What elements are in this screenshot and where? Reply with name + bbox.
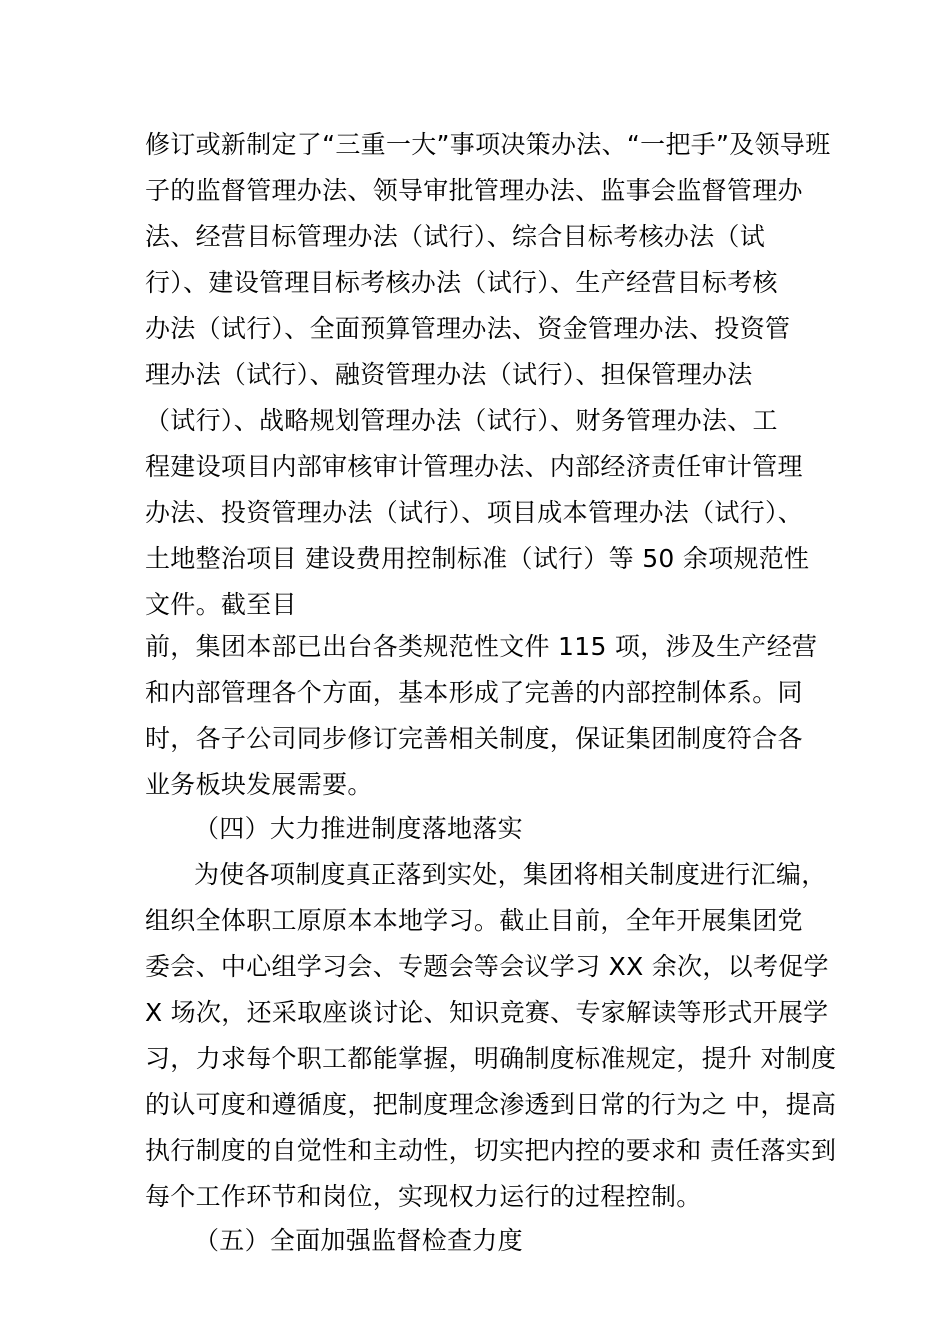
paragraph-line: 组织全体职工原原本本地学习。截止目前，全年开展集团党: [145, 906, 803, 935]
paragraph-line: 文件。截至目: [145, 590, 297, 619]
paragraph-line: 子的监督管理办法、领导审批管理办法、监事会监督管理办: [145, 176, 803, 205]
paragraph-line: 习，力求每个职工都能掌握，明确制度标准规定，提升 对制度: [145, 1044, 837, 1073]
paragraph-line: 土地整治项目 建设费用控制标准（试行）等 50 余项规范性: [145, 544, 810, 573]
paragraph-line: 委会、中心组学习会、专题会等会议学习 XX 余次，以考促学: [145, 952, 829, 981]
paragraph-line: 前，集团本部已出台各类规范性文件 115 项，涉及生产经营: [145, 632, 818, 661]
paragraph-line: 为使各项制度真正落到实处，集团将相关制度进行汇编，: [194, 860, 827, 889]
paragraph-line: 执行制度的自觉性和主动性，切实把内控的要求和 责任落实到: [145, 1136, 837, 1165]
paragraph-line: （试行）、战略规划管理办法（试行）、财务管理办法、工: [145, 406, 778, 435]
paragraph-line: 理办法（试行）、融资管理办法（试行）、担保管理办法: [145, 360, 753, 389]
paragraph-line: 业务板块发展需要。: [145, 770, 373, 799]
section-heading: （四）大力推进制度落地落实: [194, 814, 523, 843]
paragraph-line: 的认可度和遵循度，把制度理念渗透到日常的行为之 中，提高: [145, 1090, 837, 1119]
paragraph-line: 修订或新制定了“三重一大”事项决策办法、“一把手”及领导班: [145, 130, 831, 159]
section-heading: （五）全面加强监督检查力度: [194, 1226, 523, 1255]
paragraph-line: X 场次，还采取座谈讨论、知识竞赛、专家解读等形式开展学: [145, 998, 829, 1027]
paragraph-line: 行）、建设管理目标考核办法（试行）、生产经营目标考核: [145, 268, 778, 297]
paragraph-line: 时，各子公司同步修订完善相关制度，保证集团制度符合各: [145, 724, 803, 753]
paragraph-line: 办法、投资管理办法（试行）、项目成本管理办法（试行）、: [145, 498, 804, 527]
paragraph-line: 法、经营目标管理办法（试行）、综合目标考核办法（试: [145, 222, 766, 251]
paragraph-line: 程建设项目内部审核审计管理办法、内部经济责任审计管理: [145, 452, 803, 481]
paragraph-line: 办法（试行）、全面预算管理办法、资金管理办法、投资管: [145, 314, 791, 343]
paragraph-line: 和内部管理各个方面，基本形成了完善的内部控制体系。同: [145, 678, 803, 707]
paragraph-line: 每个工作环节和岗位，实现权力运行的过程控制。: [145, 1182, 702, 1211]
